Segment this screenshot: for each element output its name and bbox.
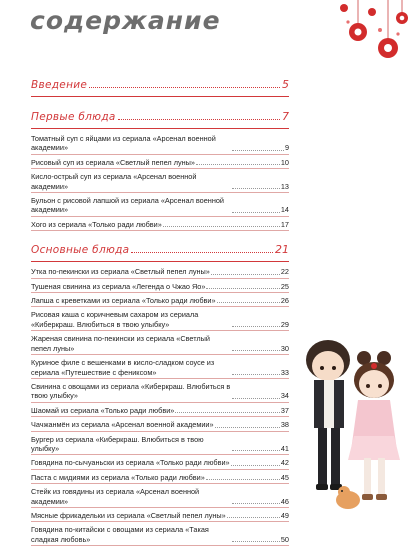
leader-dots xyxy=(217,302,280,303)
entry-page-number: 37 xyxy=(280,405,289,415)
toc-entry[interactable] xyxy=(31,509,289,522)
entry-title: Чачжанмён из сериала «Арсенал военной академии» xyxy=(31,420,214,430)
toc-entry[interactable] xyxy=(31,456,289,469)
entry-title: Кисло-острый суп из сериала «Арсенал военной академии» xyxy=(31,172,197,191)
entry-title: Свинина с овощами из сериала «Киберкраш. Влюбиться в твою улыбку» xyxy=(31,381,231,401)
entry-page-number: 26 xyxy=(280,296,289,306)
leader-dots xyxy=(206,479,280,480)
leader-dots xyxy=(215,427,280,428)
leader-dots xyxy=(175,412,280,413)
entry-title: Бургер из сериала «Киберкраш. Влюбиться в твою улыбку» xyxy=(31,434,204,453)
toc-entry[interactable] xyxy=(31,404,289,417)
entry-page-number: 46 xyxy=(280,496,289,506)
entry-title: Рисовый суп из сериала «Светлый пепел луны» xyxy=(31,157,195,167)
leader-dots xyxy=(163,226,280,227)
section-header[interactable] xyxy=(31,110,289,129)
leader-dots xyxy=(232,398,280,399)
section-intro xyxy=(31,78,289,97)
section-header[interactable] xyxy=(31,78,289,97)
toc-entry[interactable] xyxy=(31,485,289,508)
toc-entry[interactable] xyxy=(31,265,289,278)
leader-dots xyxy=(232,150,284,151)
toc-entry[interactable] xyxy=(31,433,289,456)
entry-title: Лапша с креветками из сериала «Только ради любви» xyxy=(31,296,216,306)
entry-title: Говядина по-китайски с овощами из сериала «Такая сладкая любовь» xyxy=(31,525,209,544)
entry-page-number: 41 xyxy=(280,443,289,453)
entry-title: Тушеная свинина из сериала «Легенда о Чжао Яо» xyxy=(31,281,206,291)
leader-dots xyxy=(231,465,280,466)
toc-entry[interactable] xyxy=(31,218,289,231)
entry-title: Паста с мидиями из сериала «Только ради любви» xyxy=(31,472,205,482)
page-title: содержание xyxy=(30,6,221,35)
anime-couple-illustration-icon xyxy=(288,318,410,518)
section-title: Первые блюда xyxy=(31,111,116,123)
leader-dots xyxy=(89,87,280,88)
entry-title: Стейк из говядины из сериала «Арсенал военной академии» xyxy=(31,487,200,506)
toc-entry[interactable] xyxy=(31,194,289,217)
toc-entry[interactable] xyxy=(31,294,289,307)
entry-title: Говядина по-сычуаньски из сериала «Только ради любви» xyxy=(31,458,230,468)
leader-dots xyxy=(206,288,279,289)
leader-dots xyxy=(232,326,280,327)
entry-page-number: 30 xyxy=(280,343,289,353)
entry-page-number: 45 xyxy=(280,472,289,482)
entry-page-number: 9 xyxy=(284,143,289,153)
leader-dots xyxy=(196,164,280,165)
toc-entry[interactable] xyxy=(31,280,289,293)
section-title: Введение xyxy=(31,79,88,91)
section-page-number: 21 xyxy=(275,243,289,257)
leader-dots xyxy=(232,350,280,351)
section-title: Основные блюда xyxy=(31,244,130,257)
entry-page-number: 42 xyxy=(280,458,289,468)
entry-page-number: 10 xyxy=(280,157,289,167)
section-page-number: 5 xyxy=(282,78,289,91)
leader-dots xyxy=(232,374,280,375)
entry-page-number: 50 xyxy=(280,534,289,544)
leader-dots xyxy=(232,212,280,213)
toc-entry[interactable] xyxy=(31,380,289,403)
toc-entry[interactable] xyxy=(31,418,289,431)
entry-page-number: 17 xyxy=(280,219,289,229)
entry-page-number: 13 xyxy=(280,181,289,191)
section-main-courses xyxy=(31,243,289,546)
section-first-courses xyxy=(31,110,289,231)
entry-title: Утка по-пекински из сериала «Светлый пепел луны» xyxy=(31,267,210,277)
toc-entry[interactable] xyxy=(31,156,289,169)
toc-entry[interactable] xyxy=(31,471,289,484)
leader-dots xyxy=(131,252,273,253)
entry-page-number: 49 xyxy=(280,510,289,520)
section-page-number: 7 xyxy=(282,110,289,123)
entry-title: Хого из сериала «Только ради любви» xyxy=(31,219,162,229)
leader-dots xyxy=(232,450,280,451)
toc-entry[interactable] xyxy=(31,523,289,546)
leader-dots xyxy=(232,188,280,189)
leader-dots xyxy=(118,119,280,120)
leader-dots xyxy=(232,503,280,504)
toc-entry[interactable] xyxy=(31,308,289,331)
entry-page-number: 29 xyxy=(280,319,289,329)
entry-page-number: 33 xyxy=(280,367,289,377)
entry-page-number: 25 xyxy=(280,281,289,291)
table-of-contents xyxy=(31,78,289,548)
leader-dots xyxy=(232,541,280,542)
entry-page-number: 38 xyxy=(280,420,289,430)
entry-title: Бульон с рисовой лапшой из сериала «Арсенал военной академии» xyxy=(31,196,224,215)
toc-entry[interactable] xyxy=(31,356,289,379)
entry-title: Жареная свинина по-пекински из сериала «Светлый пепел луны» xyxy=(31,334,210,353)
toc-entry[interactable] xyxy=(31,170,289,193)
entry-title: Шаомай из сериала «Только ради любви» xyxy=(31,405,175,415)
leader-dots xyxy=(211,274,280,275)
entry-page-number: 34 xyxy=(280,391,289,401)
section-header[interactable] xyxy=(31,243,289,262)
entry-page-number: 22 xyxy=(280,267,289,277)
toc-entry[interactable] xyxy=(31,132,289,155)
toc-entry[interactable] xyxy=(31,332,289,355)
flowers-decoration-icon xyxy=(326,0,410,70)
entry-title: Мясные фрикадельки из сериала «Светлый пепел луны» xyxy=(31,510,226,520)
entry-title: Рисовая каша с коричневым сахаром из сериала «Киберкраш. Влюбиться в твою улыбку» xyxy=(31,310,199,329)
entry-title: Куриное филе с вешенками в кисло-сладком соусе из сериала «Путешествие с фениксом» xyxy=(31,358,215,377)
entry-title: Томатный суп с яйцами из сериала «Арсенал военной академии» xyxy=(31,134,216,153)
entry-page-number: 14 xyxy=(280,205,289,215)
